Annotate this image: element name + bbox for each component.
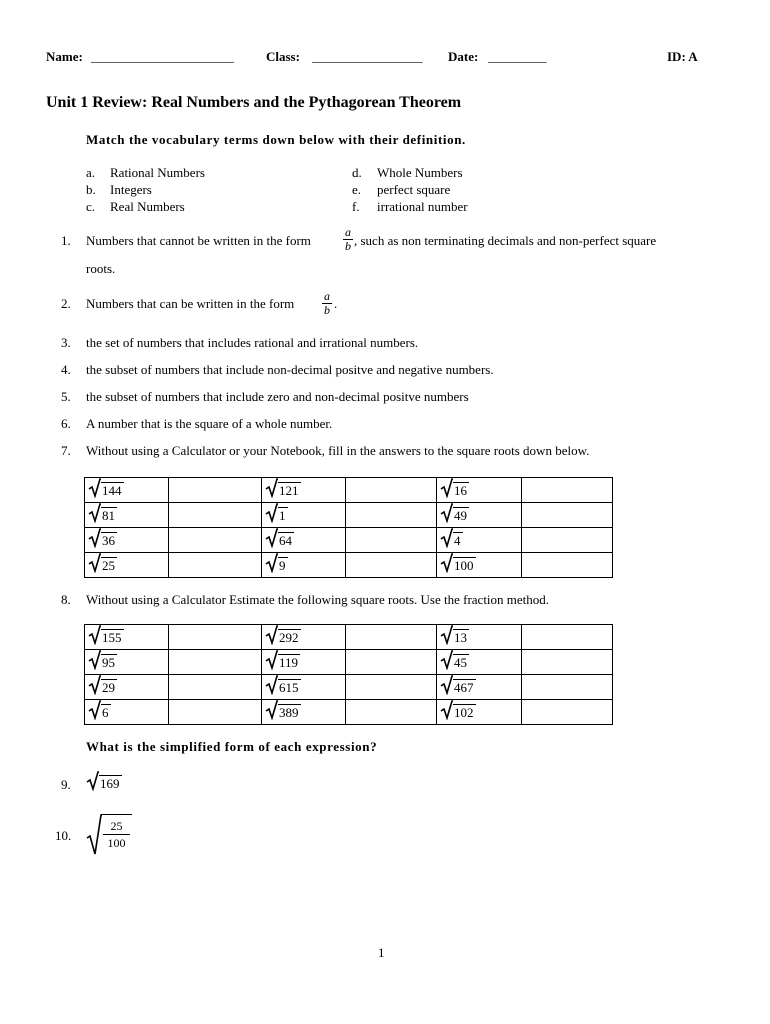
radical-sign-icon [265, 528, 278, 548]
radical-cell [262, 478, 346, 503]
answer-cell[interactable] [169, 625, 262, 650]
radical-expression [440, 625, 469, 645]
answer-cell[interactable] [522, 528, 613, 553]
radical-expression [265, 650, 300, 670]
radicand: 36 [102, 533, 115, 548]
table-row [85, 700, 613, 725]
radical-cell [437, 650, 522, 675]
answer-cell[interactable] [169, 650, 262, 675]
radical-sign-icon [265, 650, 278, 670]
fraction-bar [103, 834, 130, 835]
radical-expression [88, 675, 117, 695]
question-number: 6. [61, 416, 71, 431]
radical-sign-icon [88, 503, 101, 523]
radical-cell [85, 650, 169, 675]
radicand: 45 [454, 655, 467, 670]
radical-expression [265, 625, 301, 645]
matching-instruction: Match the vocabulary terms down below with their definition. [86, 132, 466, 147]
page-number: 1 [378, 945, 385, 960]
question-number: 5. [61, 389, 71, 404]
answer-cell[interactable] [346, 503, 437, 528]
vocab-term: irrational number [377, 199, 468, 214]
date-label: Date: [448, 49, 479, 64]
radical-cell [262, 625, 346, 650]
vocab-letter: a. [86, 165, 96, 180]
radical-expression [440, 675, 476, 695]
fraction-denominator: 100 [107, 836, 126, 850]
vocab-letter: e. [352, 182, 362, 197]
question-number: 10. [55, 828, 72, 843]
radical-expression [265, 700, 301, 720]
radical-expression [88, 503, 117, 523]
question-text: roots. [86, 261, 116, 276]
fraction-numerator: a [345, 225, 351, 239]
radical-expression [440, 700, 476, 720]
table-row [85, 503, 613, 528]
answer-cell[interactable] [522, 478, 613, 503]
radicand: 389 [279, 705, 299, 720]
question-text: Without using a Calculator or your Notebook, fill in the answers to the square roots down below. [86, 443, 590, 458]
question-text: Numbers that can be written in the form [86, 296, 295, 311]
simplify-instruction: What is the simplified form of each expression? [86, 739, 378, 754]
answer-cell[interactable] [169, 528, 262, 553]
radicand: 9 [279, 558, 286, 573]
class-label: Class: [266, 49, 300, 64]
radical-expression [265, 478, 301, 498]
radical-sign-icon [440, 700, 453, 720]
radical-cell [262, 650, 346, 675]
radical-cell [85, 528, 169, 553]
answer-cell[interactable] [169, 700, 262, 725]
radical-sign-icon [265, 675, 278, 695]
radicand: 119 [279, 655, 299, 670]
vocab-letter: b. [86, 182, 96, 197]
page-title: Unit 1 Review: Real Numbers and the Pythagorean Theorem [46, 94, 462, 111]
radical-cell [262, 553, 346, 578]
question-number: 3. [61, 335, 71, 350]
question-number: 7. [61, 443, 71, 458]
radicand: 100 [454, 558, 474, 573]
radicand: 49 [454, 508, 467, 523]
question-text: the subset of numbers that include non-decimal positve and negative numbers. [86, 362, 494, 377]
radical-sign-icon [88, 625, 101, 645]
radical-sign-icon [265, 625, 278, 645]
question-number: 8. [61, 592, 71, 607]
radical-expression [265, 528, 294, 548]
radicand: 467 [454, 680, 474, 695]
estimate-roots-table [84, 624, 613, 725]
answer-cell[interactable] [169, 503, 262, 528]
radical-sign-icon [440, 650, 453, 670]
radical-expression [440, 528, 463, 548]
radical-expression [86, 771, 122, 791]
radicand: 615 [279, 680, 299, 695]
radical-cell [85, 700, 169, 725]
table-row [85, 553, 613, 578]
radical-cell [262, 528, 346, 553]
radical-cell [437, 553, 522, 578]
vocab-letter: c. [86, 199, 96, 214]
fraction-a-over-b [322, 290, 332, 317]
radical-cell [437, 503, 522, 528]
radical-sign-icon [86, 771, 99, 791]
name-blank: ______________________ [91, 49, 234, 64]
radical-cell [262, 700, 346, 725]
answer-cell[interactable] [522, 675, 613, 700]
question-end: . [334, 296, 338, 311]
radical-expression [265, 675, 301, 695]
radical-cell [85, 503, 169, 528]
table-row [85, 650, 613, 675]
radical-cell [85, 553, 169, 578]
answer-cell[interactable] [169, 675, 262, 700]
vocab-letter: d. [352, 165, 362, 180]
vocab-term: perfect square [377, 182, 451, 197]
class-blank: _________________ [312, 49, 423, 64]
answer-cell[interactable] [169, 478, 262, 503]
question-number: 2. [61, 296, 71, 311]
fraction-numerator: 25 [110, 819, 123, 833]
table-row [85, 625, 613, 650]
vocab-letter: f. [352, 199, 360, 214]
vocab-term: Rational Numbers [110, 165, 205, 180]
radical-sign-icon [265, 503, 278, 523]
question-number: 1. [61, 233, 71, 248]
vocab-term: Integers [110, 182, 152, 197]
vocab-term: Real Numbers [110, 199, 185, 214]
radicand: 102 [454, 705, 474, 720]
question-text: the set of numbers that includes rational and irrational numbers. [86, 335, 419, 350]
vocab-term: Whole Numbers [377, 165, 463, 180]
radicand: 13 [454, 630, 467, 645]
answer-cell[interactable] [346, 625, 437, 650]
answer-cell[interactable] [522, 625, 613, 650]
radical-expression [440, 478, 469, 498]
question-text: A number that is the square of a whole number. [86, 416, 333, 431]
radical-cell [262, 675, 346, 700]
radical-sign-icon [265, 700, 278, 720]
radical-overline [101, 814, 132, 815]
fraction-denominator: b [345, 239, 351, 253]
question-number: 4. [61, 362, 71, 377]
radical-expression [440, 503, 469, 523]
radical-sign-icon [88, 478, 101, 498]
question-number: 9. [61, 777, 71, 792]
radical-sign-icon [440, 625, 453, 645]
radical-sign-icon [88, 553, 101, 573]
radical-sign-icon [440, 528, 453, 548]
radical-expression [88, 478, 124, 498]
answer-cell[interactable] [522, 503, 613, 528]
radicand: 144 [102, 483, 122, 498]
radical-cell [437, 675, 522, 700]
radical-cell [262, 503, 346, 528]
radicand: 29 [102, 680, 115, 695]
radical-sign-icon [88, 700, 101, 720]
radical-sign-icon [88, 675, 101, 695]
radical-sign-icon [88, 650, 101, 670]
radicand: 4 [454, 533, 461, 548]
radicand: 25 [102, 558, 115, 573]
radicand: 95 [102, 655, 115, 670]
answer-cell[interactable] [346, 675, 437, 700]
question-text: , such as non terminating decimals and non-perfect square [354, 233, 657, 248]
radical-cell [437, 700, 522, 725]
radical-expression [88, 650, 117, 670]
radicand: 6 [102, 705, 109, 720]
answer-cell[interactable] [169, 553, 262, 578]
radicand: 16 [454, 483, 467, 498]
radical-cell [437, 528, 522, 553]
radicand: 155 [102, 630, 122, 645]
answer-cell[interactable] [346, 478, 437, 503]
radical-expression [440, 650, 469, 670]
answer-cell[interactable] [346, 650, 437, 675]
fraction-a-over-b [343, 226, 353, 253]
radical-sign-icon [440, 503, 453, 523]
radical-expression [440, 553, 476, 573]
radicand: 121 [279, 483, 299, 498]
radicand: 1 [279, 508, 286, 523]
question-text: Without using a Calculator Estimate the following square roots. Use the fraction method. [86, 592, 550, 607]
answer-cell[interactable] [522, 553, 613, 578]
fraction-numerator: a [324, 289, 330, 303]
radicand: 64 [279, 533, 292, 548]
id-label: ID: A [667, 49, 698, 64]
radical-cell [437, 478, 522, 503]
radical-sign-icon [86, 814, 102, 856]
radical-sign-icon [265, 478, 278, 498]
square-roots-table [84, 477, 613, 578]
radical-sign-icon [440, 675, 453, 695]
answer-cell[interactable] [522, 650, 613, 675]
radical-expression [265, 503, 288, 523]
radical-sign-icon [265, 553, 278, 573]
radical-cell [85, 675, 169, 700]
radical-sign-icon [440, 553, 453, 573]
table-row [85, 528, 613, 553]
fraction-denominator: b [324, 303, 330, 317]
radicand: 81 [102, 508, 115, 523]
radicand: 169 [100, 776, 120, 791]
radical-expression [88, 625, 124, 645]
table-row [85, 675, 613, 700]
radical-cell [85, 478, 169, 503]
radicand: 292 [279, 630, 299, 645]
radical-expression [88, 528, 117, 548]
radical-cell [85, 625, 169, 650]
date-blank: _________ [488, 49, 547, 64]
answer-cell[interactable] [346, 528, 437, 553]
radical-sign-icon [88, 528, 101, 548]
radical-cell [437, 625, 522, 650]
radical-sign-icon [440, 478, 453, 498]
answer-cell[interactable] [346, 700, 437, 725]
radical-expression [88, 700, 111, 720]
name-label: Name: [46, 49, 83, 64]
radical-expression [265, 553, 288, 573]
question-text: Numbers that cannot be written in the form [86, 233, 311, 248]
radical-expression [88, 553, 117, 573]
table-row [85, 478, 613, 503]
answer-cell[interactable] [522, 700, 613, 725]
answer-cell[interactable] [346, 553, 437, 578]
question-text: the subset of numbers that include zero and non-decimal positve numbers [86, 389, 469, 404]
